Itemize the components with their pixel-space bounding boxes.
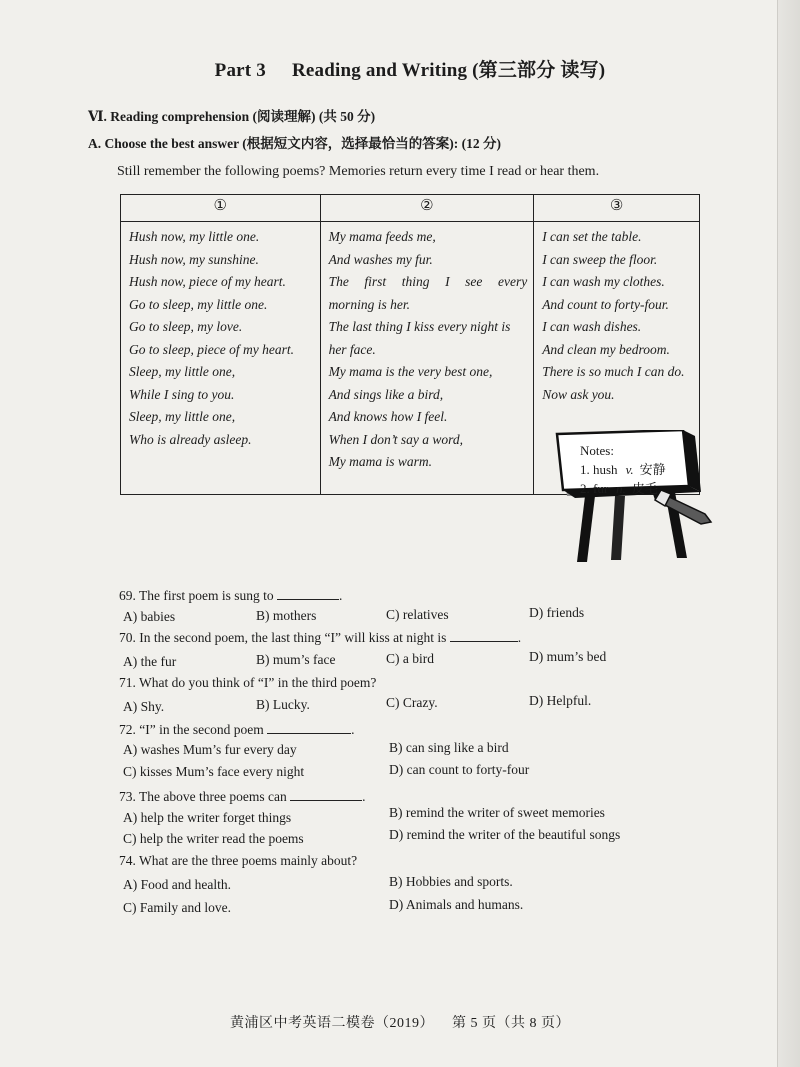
poem-line: I can wash dishes. (542, 319, 642, 334)
poem-line: Who is already asleep. (129, 431, 252, 447)
poem-line: My mama feeds me, (328, 229, 436, 244)
option: D) remind the writer of the beautiful songs (389, 827, 621, 842)
option: B) mothers (256, 608, 317, 623)
option: C) a bird (386, 651, 434, 666)
poem-line: Hush now, piece of my heart. (129, 274, 286, 289)
poem-line: And sings like a bird, (328, 386, 444, 402)
option: B) mum’s face (256, 652, 336, 667)
question-stem: 69. The first poem is sung to . (119, 588, 343, 603)
poem-line: Hush now, my sunshine. (129, 251, 259, 267)
notes-title: Notes: (580, 443, 614, 458)
option: A) Food and health. (123, 877, 231, 892)
page-footer (0, 1012, 800, 1032)
passage-intro: Still remember the following poems? Memories return every time I read or hear them. (117, 164, 600, 179)
option: A) the fur (123, 654, 177, 669)
option: A) help the writer forget things (123, 810, 292, 825)
option: A) washes Mum’s fur every day (123, 742, 297, 757)
poem-1-number: ① (121, 195, 321, 222)
option: B) can sing like a bird (389, 740, 509, 755)
poem-line: And clean my bedroom. (542, 341, 670, 357)
poem-line: her face. (328, 341, 376, 357)
poem-line: The first thing I see every (328, 274, 528, 289)
part-heading (0, 55, 800, 82)
page-number: 第 5 页（共 8 页） (452, 1016, 570, 1031)
option: C) kisses Mum’s face every night (123, 764, 305, 779)
answer-blank (277, 587, 339, 600)
section-title: Ⅵ. Reading comprehension (阅读理解) (共 50 分) (88, 109, 376, 124)
option: D) friends (529, 605, 585, 620)
poem-line: And count to forty-four. (542, 296, 669, 312)
question-stem: 73. The above three poems can . (119, 789, 366, 804)
note-item: 2. fur n. 皮毛 (580, 481, 658, 496)
option: C) Family and love. (123, 900, 231, 915)
easel-leg-middle (611, 496, 625, 560)
easel-leg-left (577, 496, 595, 562)
poem-1 (121, 222, 321, 495)
question-stem: 71. What do you think of “I” in the third poem? (119, 675, 377, 690)
poem-line: Now ask you. (542, 386, 615, 402)
poem-line: And knows how I feel. (328, 409, 448, 424)
question-stem: 72. “I” in the second poem . (119, 722, 355, 737)
option: D) mum’s bed (529, 649, 607, 664)
poem-line: Hush now, my little one. (129, 229, 260, 244)
poem-line: I can set the table. (542, 229, 642, 244)
option: B) remind the writer of sweet memories (389, 805, 605, 820)
poem-line: My mama is warm. (328, 454, 433, 469)
option: D) Animals and humans. (389, 897, 524, 912)
poem-line: My mama is the very best one, (328, 364, 493, 379)
option: D) Helpful. (529, 693, 592, 708)
poem-2-number: ② (320, 195, 534, 222)
note-item: 1. hush v. 安静 (580, 462, 666, 477)
adjacent-page-edge (777, 0, 800, 1067)
question-stem: 74. What are the three poems mainly about? (119, 853, 358, 868)
option: B) Lucky. (256, 697, 310, 712)
poem-line: I can wash my clothes. (542, 274, 665, 289)
answer-blank (290, 788, 362, 801)
notes (580, 441, 666, 498)
poem-line: While I sing to you. (129, 386, 235, 402)
poem-line: The last thing I kiss every night is (328, 319, 511, 334)
option: A) Shy. (123, 699, 165, 714)
option: B) Hobbies and sports. (389, 874, 513, 889)
option: A) babies (123, 609, 176, 624)
part-label: Part 3 (214, 60, 266, 81)
option: D) can count to forty-four (389, 762, 530, 777)
poem-line: Go to sleep, my love. (129, 319, 243, 334)
option: C) help the writer read the poems (123, 831, 304, 846)
exam-name: 黄浦区中考英语二模卷（2019） (230, 1016, 434, 1031)
option: C) relatives (386, 607, 449, 622)
poem-line: morning is her. (328, 296, 410, 312)
option: C) Crazy. (386, 695, 438, 710)
poem-3-number: ③ (534, 195, 700, 222)
poem-line: Go to sleep, my little one. (129, 296, 268, 312)
section-subtitle: A. Choose the best answer (根据短文内容，选择最恰当的答案): (12 分) (88, 136, 501, 151)
poem-line: And washes my fur. (328, 251, 433, 267)
answer-blank (267, 721, 351, 734)
poem-line: When I don’t say a word, (328, 431, 464, 447)
poem-line: I can sweep the floor. (542, 251, 658, 267)
question-stem: 70. In the second poem, the last thing “I” will kiss at night is . (119, 630, 522, 645)
poem-line: There is so much I can do. (542, 364, 685, 379)
poem-line: Sleep, my little one, (129, 364, 236, 379)
poem-line: Go to sleep, piece of my heart. (129, 341, 294, 357)
poem-line: Sleep, my little one, (129, 409, 236, 424)
poem-2 (320, 222, 534, 495)
answer-blank (450, 629, 518, 642)
part-title: Reading and Writing (第三部分 读写) (291, 60, 606, 81)
